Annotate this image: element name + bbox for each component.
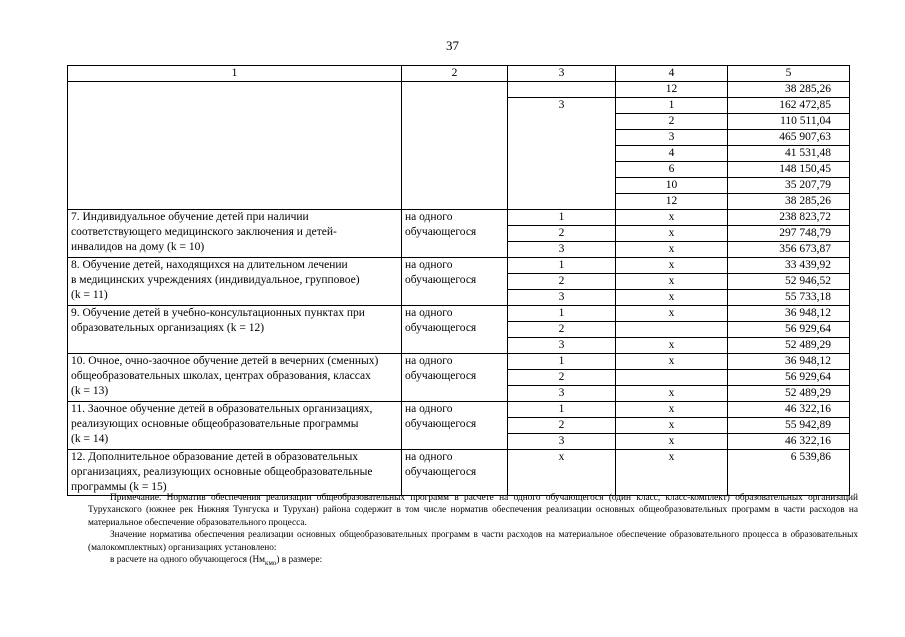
cell-col3: 3 bbox=[508, 290, 616, 306]
section-title-line: (k = 14) bbox=[71, 433, 109, 445]
cell-value: 52 489,29 bbox=[728, 338, 850, 354]
cell-value: 46 322,16 bbox=[728, 402, 850, 418]
cell-col4: х bbox=[616, 258, 728, 274]
cell-col3: 3 bbox=[508, 338, 616, 354]
cell-col4: х bbox=[616, 226, 728, 242]
unit-line: на одного bbox=[405, 451, 453, 463]
section-unit bbox=[402, 306, 508, 354]
group-cell: 3 bbox=[508, 98, 616, 210]
table-row bbox=[68, 402, 850, 418]
cell-value: 36 948,12 bbox=[728, 354, 850, 370]
unit-line: обучающегося bbox=[405, 274, 477, 286]
unit-line: обучающегося bbox=[405, 226, 477, 238]
note-text: ) в размере: bbox=[276, 555, 323, 566]
continued-text-cell bbox=[68, 82, 402, 210]
cell-col4: 12 bbox=[616, 82, 728, 98]
cell-col4: 4 bbox=[616, 146, 728, 162]
section-title-line: общеобразовательных школах, центрах образования, классах bbox=[71, 370, 371, 382]
cell-col4: 6 bbox=[616, 162, 728, 178]
cell-col3: 1 bbox=[508, 306, 616, 322]
section-title bbox=[68, 210, 402, 258]
cell-col3: 3 bbox=[508, 386, 616, 402]
unit-line: обучающегося bbox=[405, 466, 477, 478]
header-cell: 5 bbox=[728, 66, 850, 82]
section-title-line: организациях, реализующих основные общеобразовательные bbox=[71, 466, 373, 478]
section-title-line: 7. Индивидуальное обучение детей при наличии bbox=[71, 211, 309, 223]
section-unit bbox=[402, 402, 508, 450]
table-header-row bbox=[68, 66, 850, 82]
cell-value: 46 322,16 bbox=[728, 434, 850, 450]
header-cell: 2 bbox=[402, 66, 508, 82]
cell-col4: х bbox=[616, 354, 728, 370]
section-title-line: соответствующего медицинского заключения и детей- bbox=[71, 226, 337, 238]
section-title-line: в медицинских учреждениях (индивидуальное, групповое) bbox=[71, 274, 360, 286]
table-row bbox=[68, 82, 850, 98]
unit-line: на одного bbox=[405, 259, 453, 271]
cell-col4 bbox=[616, 322, 728, 338]
cell-col3: 1 bbox=[508, 258, 616, 274]
unit-line: на одного bbox=[405, 211, 453, 223]
section-unit bbox=[402, 210, 508, 258]
unit-line: обучающегося bbox=[405, 322, 477, 334]
section-title-line: инвалидов на дому (k = 10) bbox=[71, 241, 205, 253]
cell-col4 bbox=[616, 370, 728, 386]
cell-value: 33 439,92 bbox=[728, 258, 850, 274]
unit-line: на одного bbox=[405, 307, 453, 319]
cell-col3: 2 bbox=[508, 226, 616, 242]
section-unit bbox=[402, 258, 508, 306]
norms-table bbox=[67, 65, 850, 496]
section-title-line: 8. Обучение детей, находящихся на длительном лечении bbox=[71, 259, 348, 271]
unit-line: на одного bbox=[405, 403, 453, 415]
cell-col4: 2 bbox=[616, 114, 728, 130]
cell-value: 38 285,26 bbox=[728, 194, 850, 210]
cell-col4: 12 bbox=[616, 194, 728, 210]
cell-col4: х bbox=[616, 290, 728, 306]
cell-col4: 10 bbox=[616, 178, 728, 194]
cell-value: 52 489,29 bbox=[728, 386, 850, 402]
cell-value: 56 929,64 bbox=[728, 322, 850, 338]
section-title-line: (k = 13) bbox=[71, 385, 109, 397]
cell-col3: х bbox=[508, 450, 616, 496]
section-title-line: реализующих основные общеобразовательные программы bbox=[71, 418, 359, 430]
cell-value: 38 285,26 bbox=[728, 82, 850, 98]
section-title-line: 9. Обучение детей в учебно-консультационных пунктах при bbox=[71, 307, 365, 319]
cell-col4: х bbox=[616, 242, 728, 258]
cell-value: 52 946,52 bbox=[728, 274, 850, 290]
notes-block bbox=[88, 492, 858, 569]
unit-line: на одного bbox=[405, 355, 453, 367]
table-row bbox=[68, 306, 850, 322]
section-unit bbox=[402, 450, 508, 496]
cell-value: 41 531,48 bbox=[728, 146, 850, 162]
section-title bbox=[68, 402, 402, 450]
cell-col4: х bbox=[616, 386, 728, 402]
cell-value: 148 150,45 bbox=[728, 162, 850, 178]
cell-value: 6 539,86 bbox=[728, 450, 850, 496]
section-title-line: (k = 11) bbox=[71, 289, 108, 301]
section-title bbox=[68, 306, 402, 354]
cell-col4: х bbox=[616, 434, 728, 450]
table-row bbox=[68, 354, 850, 370]
cell-value: 36 948,12 bbox=[728, 306, 850, 322]
cell-col3: 3 bbox=[508, 242, 616, 258]
cell-col4: х bbox=[616, 402, 728, 418]
cell-col4: 3 bbox=[616, 130, 728, 146]
cell-value: 162 472,85 bbox=[728, 98, 850, 114]
cell-col3: 2 bbox=[508, 274, 616, 290]
note-paragraph: Значение норматива обеспечения реализации основных общеобразовательных программ в части расходов на материальное обеспечение образовательного процесса в образовательных (малокомплектных) организациях установлено: bbox=[88, 530, 858, 553]
cell-value: 465 907,63 bbox=[728, 130, 850, 146]
header-cell: 1 bbox=[68, 66, 402, 82]
page-number: 37 bbox=[446, 38, 459, 53]
cell-col4: 1 bbox=[616, 98, 728, 114]
cell-value: 55 733,18 bbox=[728, 290, 850, 306]
cell-value: 238 823,72 bbox=[728, 210, 850, 226]
cell-value: 55 942,89 bbox=[728, 418, 850, 434]
header-cell: 4 bbox=[616, 66, 728, 82]
cell-col3: 2 bbox=[508, 370, 616, 386]
section-title bbox=[68, 450, 402, 496]
cell-col3: 3 bbox=[508, 434, 616, 450]
cell-col4: х bbox=[616, 338, 728, 354]
unit-line: обучающегося bbox=[405, 418, 477, 430]
section-title-line: 10. Очное, очно-заочное обучение детей в вечерних (сменных) bbox=[71, 355, 379, 367]
cell-col3: 1 bbox=[508, 210, 616, 226]
header-cell: 3 bbox=[508, 66, 616, 82]
table-row bbox=[68, 450, 850, 496]
cell-col4: х bbox=[616, 418, 728, 434]
cell-col4: х bbox=[616, 450, 728, 496]
cell-col3: 2 bbox=[508, 322, 616, 338]
section-title-line: 11. Заочное обучение детей в образовательных организациях, bbox=[71, 403, 373, 415]
cell-value: 35 207,79 bbox=[728, 178, 850, 194]
cell-value: 356 673,87 bbox=[728, 242, 850, 258]
note-paragraph: Примечание. Норматив обеспечения реализации общеобразовательных программ в расчете на одного обучающегося (один класс, класс-комплект) образовательных организаций Туруханского (южнее рек Нижняя Тунгуска и Турухан) района содержит в том числе норматив обеспечения реализации основных общеобразовательных программ в части расходов на материальное обеспечение образовательного процесса. bbox=[88, 493, 858, 528]
section-title bbox=[68, 354, 402, 402]
section-title-line bbox=[71, 336, 398, 351]
table-row bbox=[68, 210, 850, 226]
cell-col3: 1 bbox=[508, 402, 616, 418]
section-title-line: 12. Дополнительное образование детей в образовательных bbox=[71, 451, 359, 463]
cell-col4: х bbox=[616, 210, 728, 226]
note-paragraph bbox=[88, 554, 858, 569]
note-text: в расчете на одного обучающегося (Нм bbox=[110, 555, 266, 566]
continued-unit-cell bbox=[402, 82, 508, 210]
section-title-line: программы (k = 15) bbox=[71, 481, 167, 493]
section-title-line: образовательных организациях (k = 12) bbox=[71, 322, 265, 334]
cell-col3: 1 bbox=[508, 354, 616, 370]
cell-col3: 2 bbox=[508, 418, 616, 434]
cell-col4: х bbox=[616, 306, 728, 322]
cell-value: 297 748,79 bbox=[728, 226, 850, 242]
section-title bbox=[68, 258, 402, 306]
unit-line: обучающегося bbox=[405, 370, 477, 382]
table-row bbox=[68, 258, 850, 274]
cell-col4: х bbox=[616, 274, 728, 290]
section-unit bbox=[402, 354, 508, 402]
note-subscript: кмо bbox=[265, 558, 277, 567]
cell-value: 110 511,04 bbox=[728, 114, 850, 130]
cell-value: 56 929,64 bbox=[728, 370, 850, 386]
continued-group-cell bbox=[508, 82, 616, 98]
